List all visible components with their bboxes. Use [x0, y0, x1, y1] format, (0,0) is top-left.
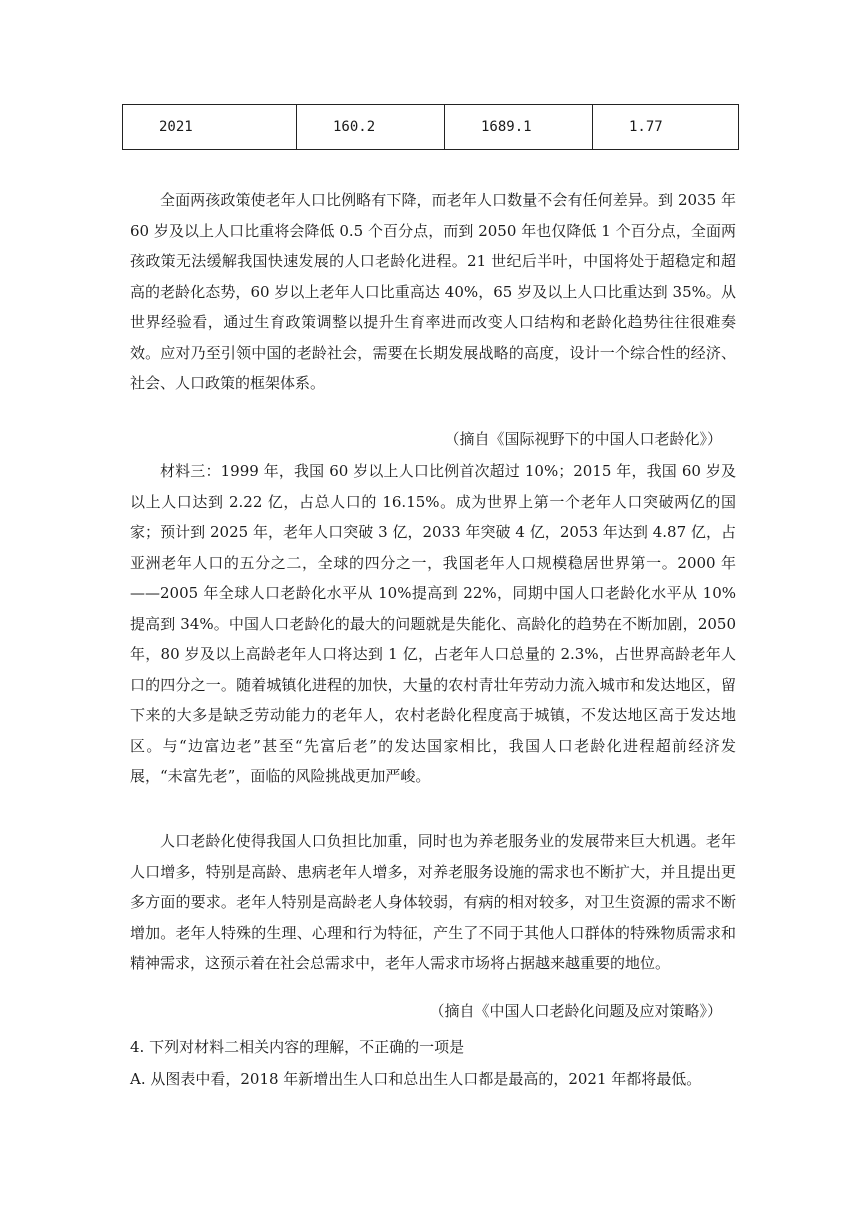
paragraph-1: 全面两孩政策使老年人口比例略有下降，而老年人口数量不会有任何差异。到 2035 年 60 岁及以上人口比重将会降低 0.5 个百分点，而到 2050 年也仅降低 1 个百分点，全面两孩政策无法缓解我国快速发展的人口老龄化进程。21 世纪后半叶，中国将处于超稳定和超高的老龄化态势，60 岁以上老年人口比重高达 40%，65 岁及以上人口比重达到 35%。从世界经验看，通过生育政策调整以提升生育率进而改变人口结构和老龄化趋势往往很难奏效。应对乃至引领中国的老龄社会，需要在长期发展战略的高度，设计一个综合性的经济、社会、人口政策的框架体系。: [130, 191, 736, 392]
question-stem: 4. 下列对材料二相关内容的理解，不正确的一项是: [130, 1038, 465, 1056]
source-citation-2: （摘自《中国人口老龄化问题及应对策略》）: [429, 1002, 722, 1020]
paragraph-3: 人口老龄化使得我国人口负担比加重，同时也为养老服务业的发展带来巨大机遇。老年人口增多，特别是高龄、患病老年人增多，对养老服务设施的需求也不断扩大，并且提出更多方面的要求。老年人特别是高龄老人身体较弱，有病的相对较多，对卫生资源的需求不断增加。老年人特殊的生理、心理和行为特征，产生了不同于其他人口群体的特殊物质需求和精神需求，这预示着在社会总需求中，老年人需求市场将占据越来越重要的地位。: [130, 832, 736, 972]
table-cell-value-2: 1689.1: [445, 105, 593, 150]
table-cell-year: 2021: [123, 105, 297, 150]
paragraph-material-3: 材料三：1999 年，我国 60 岁以上人口比例首次超过 10%；2015 年，我国 60 岁及以上人口达到 2.22 亿，占总人口的 16.15%。成为世界上第一个老年人口突破两亿的国家；预计到 2025 年，老年人口突破 3 亿，2033 年突破 4 亿，2053 年达到 4.87 亿，占亚洲老年人口的五分之二，全球的四分之一，我国老年人口规模稳居世界第一。2000 年——2005 年全球人口老龄化水平从 10%提高到 22%，同期中国人口老龄化水平从 10%提高到 34%。中国人口老龄化的最大的问题就是失能化、高龄化的趋势在不断加剧，2050 年，80 岁及以上高龄老年人口将达到 1 亿，占老年人口总量的 2.3%，占世界高龄老年人口的四分之一。随着城镇化进程的加快，大量的农村青壮年劳动力流入城市和发达地区，留下来的大多是缺乏劳动能力的老年人，农村老龄化程度高于城镇，不发达地区高于发达地区。与“边富边老”甚至“先富后老”的发达国家相比，我国人口老龄化进程超前经济发展，“未富先老”，面临的风险挑战更加严峻。: [130, 462, 736, 785]
table-cell-value-3: 1.77: [593, 105, 739, 150]
table-cell-value-1: 160.2: [297, 105, 445, 150]
source-citation-1: （摘自《国际视野下的中国人口老龄化》）: [444, 430, 722, 448]
table-row: [123, 105, 739, 150]
option-a: A. 从图表中看，2018 年新增出生人口和总出生人口都是最高的，2021 年都将最低。: [130, 1070, 702, 1088]
data-table: [122, 104, 739, 150]
